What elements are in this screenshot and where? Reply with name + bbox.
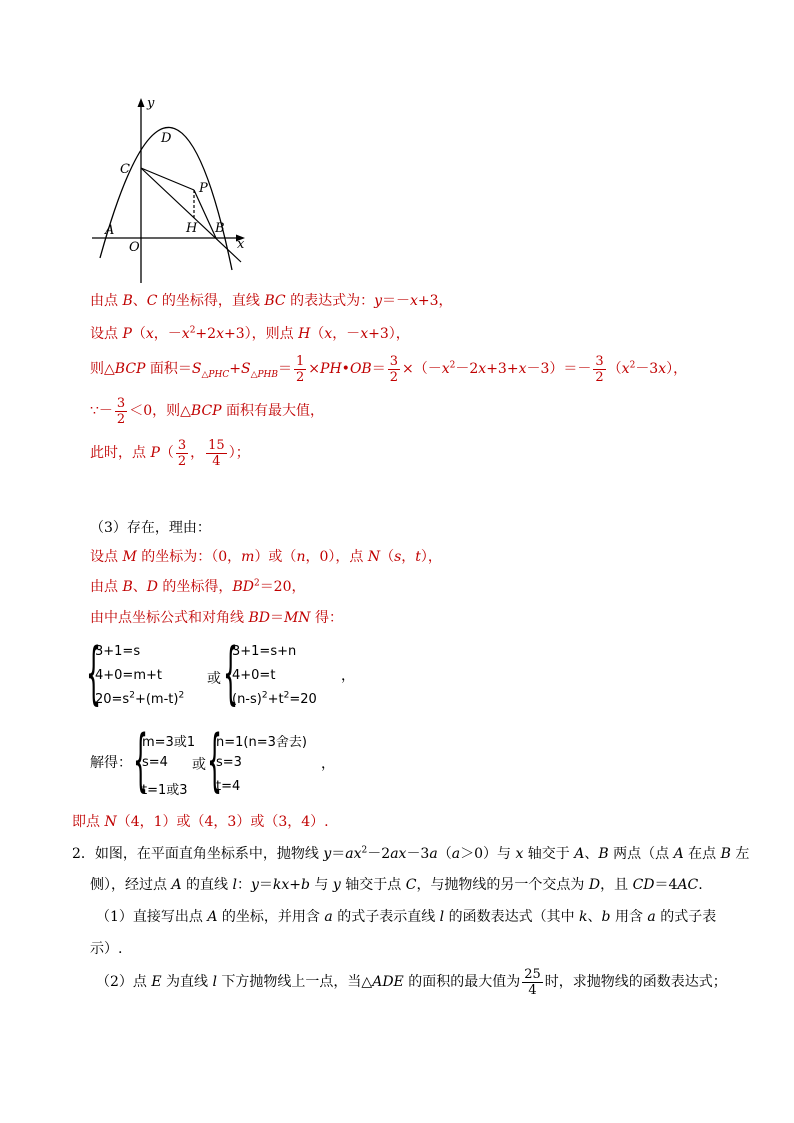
sys-a-row1: 3+1=s: [95, 644, 141, 659]
sol3-final: 即点 N（4，1）或（4，3）或（3，4）.: [72, 814, 329, 830]
y-axis-arrow: [138, 98, 145, 107]
sol2-line4: ∵－ $\frac{3}{2}$ ＜0，则△BCP 面积有最大值，: [90, 395, 325, 427]
label-d: D: [161, 131, 172, 146]
line-bc: [141, 168, 241, 262]
line-cp: [141, 168, 194, 190]
sys-b-row1: 3+1=s+n: [232, 644, 297, 659]
sol2-line1: 由点 B、C 的坐标得，直线 BC 的表达式为：y＝－x+3，: [90, 293, 453, 309]
sys-d-row2: s=3: [216, 755, 242, 770]
label-o: O: [129, 240, 140, 255]
problem2-q1-line2: 示）.: [90, 941, 123, 957]
sys-a-row2: 4+0=m+t: [95, 668, 162, 683]
label-a: A: [105, 223, 115, 238]
equation-system-a: [86, 634, 216, 716]
problem2-line1: 2．如图，在平面直角坐标系中，抛物线 $y=ax^2-2ax-3a(a>0)$与 x 轴交于 A、B 两点（点 A 在点 B 左: [72, 845, 750, 862]
or-label-2: 或: [192, 757, 206, 773]
sol3-line3: 由点 B、D 的坐标得，$BD^2=20$，: [90, 578, 306, 595]
brace-a: {: [86, 634, 102, 713]
brace-b: {: [223, 634, 239, 713]
label-x: x: [237, 237, 245, 252]
problem2-line2: 侧），经过点 A 的直线 l：y＝kx+b 与 y 轴交于点 C，与抛物线的另一个交点为 D，且 CD＝4AC.: [90, 877, 703, 893]
sol3-line4: 由中点坐标公式和对角线 BD＝MN 得：: [90, 610, 344, 626]
sys-d-row1: n=1(n=3舍去): [216, 735, 307, 750]
sys-b-row2: 4+0=t: [232, 668, 276, 683]
sol3-line2: 设点 M 的坐标为：（0，m）或（n，0），点 N（s，t），: [90, 549, 442, 565]
label-y: y: [147, 96, 155, 111]
equation-system-d: [207, 721, 327, 803]
sys-c-row3: t=1或3: [142, 783, 188, 798]
comma-2: ，: [321, 756, 335, 772]
sys-c-row2: s=4: [142, 755, 168, 770]
sol2-line2: 设点 P（x，$-x^2+2x+3$），则点 H（x，－x+3），: [90, 325, 410, 342]
label-h: H: [186, 221, 198, 236]
sys-d-row3: t=4: [216, 779, 241, 794]
comma-1: ，: [341, 668, 355, 684]
problem2-q1-line1: （1）直接写出点 A 的坐标，并用含 a 的式子表示直线 l 的函数表达式（其中 k、b 用含 a 的式子表: [96, 909, 717, 925]
sys-a-row3: $20=s^2+(m-t)^2$: [95, 690, 185, 707]
sol2-line3: 则△BCP 面积$=S_{\triangle PHC}+S_{\triangle PHB}=$ $\frac{1}{2}$ ×PH•OB＝ $\frac{3}{2}$ $\times(-x^2-2x+3+x-3)=-$ $\frac{3}{2}$ $(x^2-3x)$，: [90, 353, 688, 385]
equation-system-b: [223, 634, 353, 716]
brace-d: {: [207, 721, 223, 800]
parabola-curve: [100, 127, 232, 270]
sol2-line5: 此时，点 P（ $\frac{3}{2}$ ， $\frac{15}{4}$ ）；: [90, 437, 250, 469]
label-b: B: [215, 221, 225, 236]
brace-c: {: [133, 721, 149, 800]
sys-c-row1: m=3或1: [142, 735, 196, 750]
sys-b-row3: $(n-s)^2+t^2=20$: [232, 690, 317, 707]
parabola-figure: [85, 92, 255, 287]
label-c: C: [120, 162, 130, 177]
label-p: P: [199, 181, 208, 196]
sol3-line1: （3）存在，理由：: [90, 520, 211, 536]
problem2-q2: （2）点 E 为直线 l 下方抛物线上一点，当△ADE 的面积的最大值为 $\frac{25}{4}$ 时，求抛物线的函数表达式；: [96, 966, 727, 998]
or-label-1: 或: [207, 671, 221, 687]
solve-label: 解得：: [90, 755, 132, 771]
